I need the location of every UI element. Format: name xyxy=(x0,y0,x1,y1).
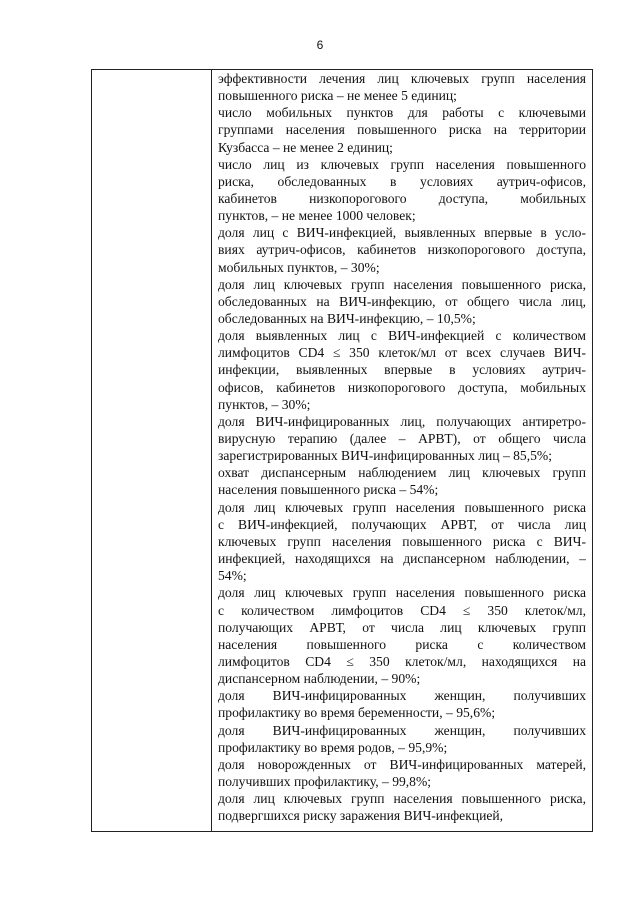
indicator-paragraph xyxy=(218,156,586,225)
text-line: лимфоцитов CD4 ≤ 350 клеток/мл, находящихся на xyxy=(218,653,586,669)
text-line: число лиц из ключевых групп населения повышенного xyxy=(218,156,586,172)
indicator-paragraph xyxy=(218,464,586,498)
text-line: Кузбасса – не менее 2 единиц; xyxy=(218,139,393,155)
text-line: доля новорожденных от ВИЧ-инфицированных матерей, xyxy=(218,756,586,772)
text-line: доля выявленных лиц с ВИЧ-инфекцией с количеством xyxy=(218,328,586,344)
text-line: доля лиц ключевых групп населения повышенного риска, xyxy=(218,276,586,292)
text-line: кабинетов низкопорогового доступа, мобильных xyxy=(218,191,586,207)
text-line: число мобильных пунктов для работы с ключевыми xyxy=(218,105,586,121)
indicator-paragraph xyxy=(218,224,586,275)
text-line: профилактику во время беременности, – 95,6%; xyxy=(218,705,496,721)
indicator-paragraph xyxy=(218,499,586,585)
indicator-paragraph xyxy=(218,687,586,721)
text-line: с количеством лимфоцитов CD4 ≤ 350 клеток/мл, xyxy=(218,602,586,618)
text-line: обследованных на ВИЧ-инфекцию, – 10,5%; xyxy=(218,311,476,327)
page-number: 6 xyxy=(316,38,324,52)
table-right-column xyxy=(218,70,586,831)
text-line: зарегистрированных ВИЧ-инфицированных лиц – 85,5%; xyxy=(218,448,553,464)
text-line: подвергшихся риску заражения ВИЧ-инфекцией, xyxy=(218,808,504,824)
text-line: доля лиц ключевых групп населения повышенного риска xyxy=(218,499,586,515)
text-line: эффективности лечения лиц ключевых групп населения xyxy=(218,71,586,86)
indicator-paragraph xyxy=(218,70,586,104)
text-line: населения повышенного риска с количеством xyxy=(218,636,586,652)
text-line: мобильных пунктов, – 30%; xyxy=(218,259,380,275)
indicator-paragraph xyxy=(218,790,586,824)
text-line: пунктов, – не менее 1000 человек; xyxy=(218,208,416,224)
text-line: ключевых групп населения повышенного риска с ВИЧ- xyxy=(218,533,586,549)
text-line: охват диспансерным наблюдением лиц ключевых групп xyxy=(218,465,586,481)
text-line: обследованных на ВИЧ-инфекцию, от общего числа лиц, xyxy=(218,293,586,309)
text-line: доля ВИЧ-инфицированных лиц, получающих антиретро- xyxy=(218,413,586,429)
text-line: населения повышенного риска – 54%; xyxy=(218,482,439,498)
indicator-paragraph xyxy=(218,104,586,155)
text-line: пунктов, – 30%; xyxy=(218,396,311,412)
indicator-paragraph xyxy=(218,756,586,790)
text-line: доля лиц ключевых групп населения повышенного риска, xyxy=(218,791,586,807)
text-line: получающих АРВТ, от числа лиц ключевых групп xyxy=(218,619,586,635)
text-line: с ВИЧ-инфекцией, получающих АРВТ, от числа лиц xyxy=(218,516,586,532)
text-line: профилактику во время родов, – 95,9%; xyxy=(218,739,448,755)
text-line: инфекции, выявленных впервые в условиях аутрич- xyxy=(218,362,586,378)
text-line: лимфоцитов CD4 ≤ 350 клеток/мл от всех случаев ВИЧ- xyxy=(218,345,586,361)
text-line: риска, обследованных в условиях аутрич-офисов, xyxy=(218,173,586,189)
document-table xyxy=(91,69,593,832)
text-line: получивших профилактику, – 99,8%; xyxy=(218,773,432,789)
text-line: диспансерном наблюдении, – 90%; xyxy=(218,671,421,687)
text-line: 54%; xyxy=(218,568,247,584)
indicator-paragraph xyxy=(218,327,586,413)
text-line: группами населения повышенного риска на территории xyxy=(218,122,586,138)
indicator-paragraph xyxy=(218,413,586,464)
text-line: доля ВИЧ-инфицированных женщин, получивших xyxy=(218,688,586,704)
text-line: доля ВИЧ-инфицированных женщин, получивших xyxy=(218,722,586,738)
indicator-paragraph xyxy=(218,276,586,327)
indicator-paragraph xyxy=(218,722,586,756)
indicator-paragraph xyxy=(218,584,586,687)
text-line: вирусную терапию (далее – АРВТ), от общего числа xyxy=(218,431,586,447)
text-line: инфекцией, находящихся на диспансерном наблюдении, – xyxy=(218,551,586,567)
text-line: офисов, кабинетов низкопорогового доступа, мобильных xyxy=(218,379,586,395)
text-line: доля лиц ключевых групп населения повышенного риска xyxy=(218,585,586,601)
text-line: повышенного риска – не менее 5 единиц; xyxy=(218,88,457,104)
text-line: доля лиц с ВИЧ-инфекцией, выявленных впервые в усло- xyxy=(218,225,586,241)
table-left-column xyxy=(92,70,212,831)
text-line: виях аутрич-офисов, кабинетов низкопорогового доступа, xyxy=(218,242,586,258)
